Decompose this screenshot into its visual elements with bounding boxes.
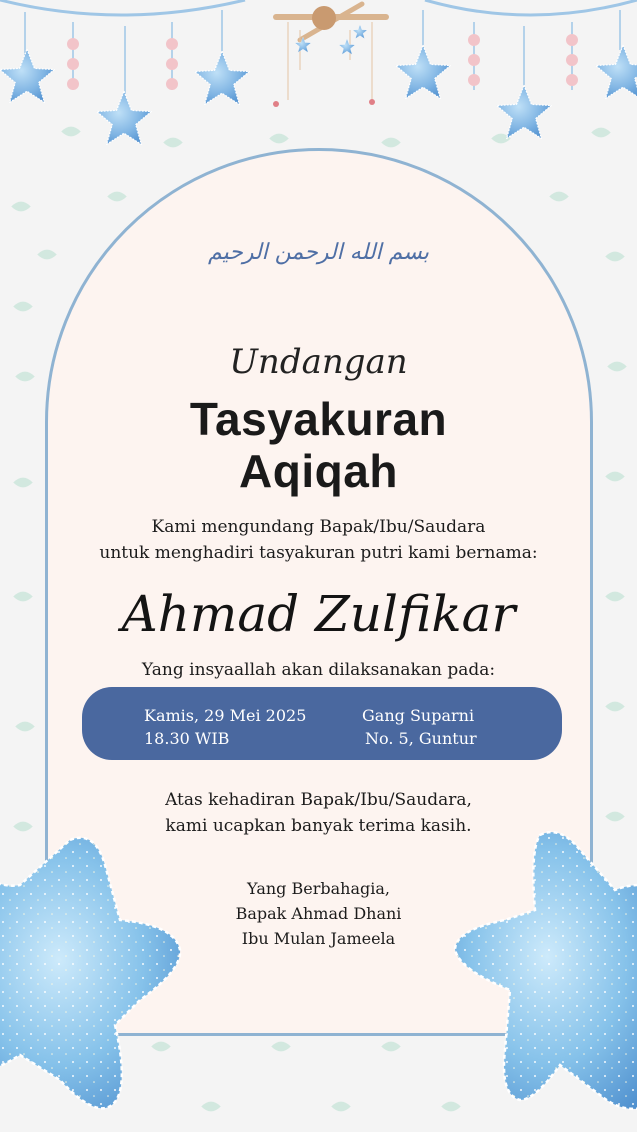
event-place-line-2: No. 5, Guntur bbox=[365, 729, 477, 748]
bottom-stars bbox=[0, 820, 637, 1132]
big-star-icon-left bbox=[0, 838, 180, 1109]
bismillah-calligraphy: بسم الله الرحمن الرحيم bbox=[207, 240, 430, 265]
event-date: Kamis, 29 Mei 2025 bbox=[144, 706, 307, 725]
event-intro: Yang insyaallah akan dilaksanakan pada: bbox=[141, 660, 496, 680]
child-name: Ahmad Zulfikar bbox=[121, 585, 516, 643]
event-location bbox=[362, 704, 477, 750]
big-star-icon-right bbox=[455, 832, 637, 1109]
thanks-line-1: Atas kehadiran Bapak/Ibu/Saudara, bbox=[165, 790, 472, 810]
hanging-garland-right bbox=[396, 0, 637, 138]
sign-heading: Yang Berbahagia, bbox=[247, 879, 390, 898]
intro-line-1: Kami mengundang Bapak/Ibu/Saudara bbox=[151, 517, 486, 537]
intro-line-2: untuk menghadiri tasyakuran putri kami bernama: bbox=[99, 543, 538, 563]
baby-mobile-icon bbox=[273, 4, 386, 107]
event-datetime bbox=[144, 704, 306, 750]
title-line-2: Aqiqah bbox=[239, 445, 398, 497]
event-time: 18.30 WIB bbox=[144, 729, 230, 748]
title-line-1: Tasyakuran bbox=[189, 393, 448, 445]
script-title: Undangan bbox=[229, 342, 408, 382]
sign-father: Bapak Ahmad Dhani bbox=[235, 904, 402, 923]
event-place-line-1: Gang Suparni bbox=[362, 706, 475, 725]
sign-mother: Ibu Mulan Jameela bbox=[241, 929, 396, 948]
intro-text bbox=[0, 514, 637, 566]
thanks-line-2: kami ucapkan banyak terima kasih. bbox=[165, 816, 472, 836]
hanging-garland-left bbox=[0, 0, 249, 144]
